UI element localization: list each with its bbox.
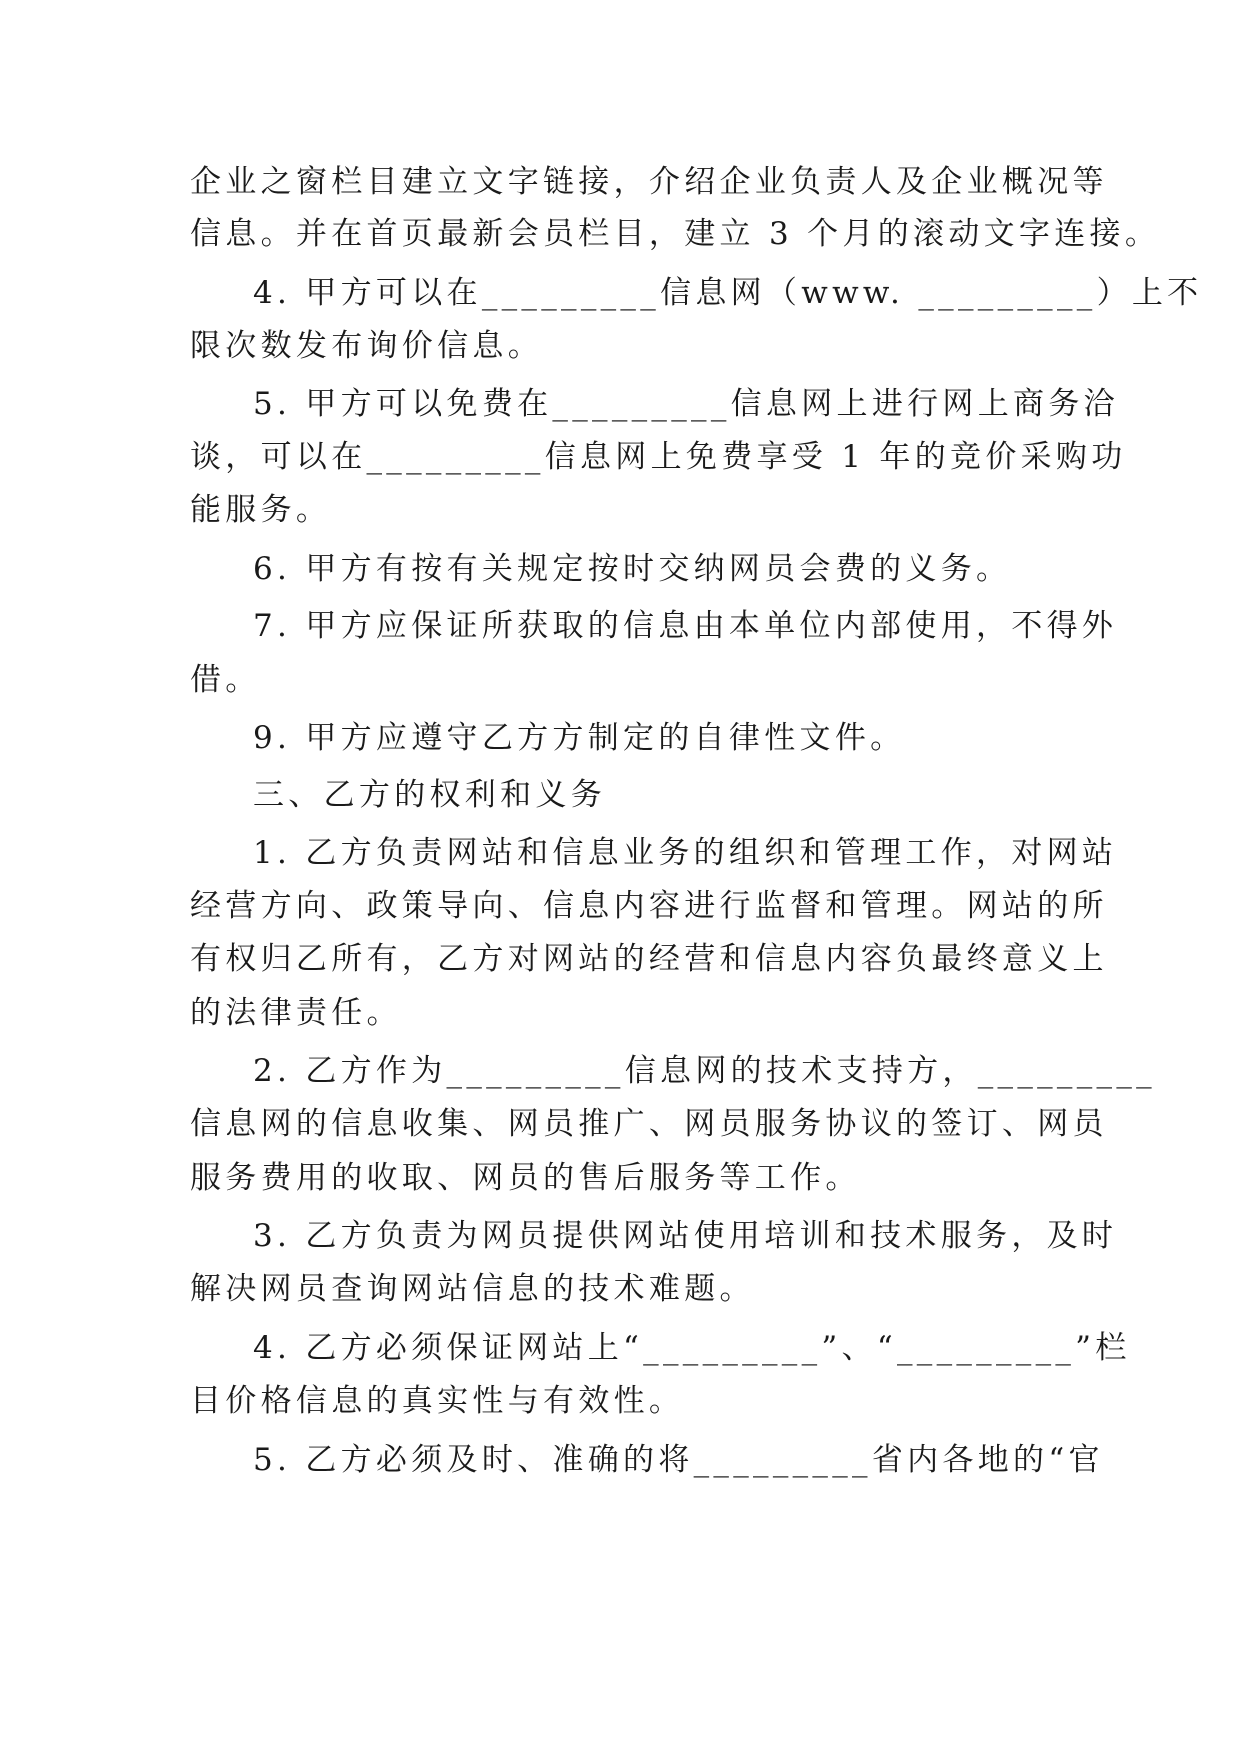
text-line: 目价格信息的真实性与有效性。 xyxy=(190,1383,685,1419)
text-line: 4. 甲方可以在_________信息网（www. _________）上不 xyxy=(253,275,1203,311)
text-line: 信息网的信息收集、网员推广、网员服务协议的签订、网员 xyxy=(190,1106,1108,1142)
section-heading: 三、乙方的权利和义务 xyxy=(253,777,606,813)
text-line: 6. 甲方有按有关规定按时交纳网员会费的义务。 xyxy=(253,551,1012,587)
text-line: 经营方向、政策导向、信息内容进行监督和管理。网站的所 xyxy=(190,888,1108,924)
text-line: 1. 乙方负责网站和信息业务的组织和管理工作，对网站 xyxy=(253,835,1118,871)
text-line: 3. 乙方负责为网员提供网站使用培训和技术服务，及时 xyxy=(253,1218,1118,1254)
text-line: 解决网员查询网站信息的技术难题。 xyxy=(190,1271,755,1307)
text-line: 借。 xyxy=(190,662,261,698)
text-line: 能服务。 xyxy=(190,492,332,528)
text-line: 7. 甲方应保证所获取的信息由本单位内部使用，不得外 xyxy=(253,608,1118,644)
text-line: 企业之窗栏目建立文字链接，介绍企业负责人及企业概况等 xyxy=(190,164,1108,200)
text-line: 9. 甲方应遵守乙方方制定的自律性文件。 xyxy=(253,720,906,756)
text-line: 的法律责任。 xyxy=(190,995,402,1031)
text-line: 限次数发布询价信息。 xyxy=(190,328,543,364)
text-line: 信息。并在首页最新会员栏目，建立 3 个月的滚动文字连接。 xyxy=(190,216,1161,252)
text-line: 5. 甲方可以免费在_________信息网上进行网上商务洽 xyxy=(253,386,1119,422)
text-line: 2. 乙方作为_________信息网的技术支持方，_________ xyxy=(253,1053,1156,1089)
text-line: 有权归乙所有，乙方对网站的经营和信息内容负最终意义上 xyxy=(190,941,1108,977)
text-line: 5. 乙方必须及时、准确的将_________省内各地的“官 xyxy=(253,1442,1104,1478)
text-line: 谈，可以在_________信息网上免费享受 1 年的竞价采购功 xyxy=(190,439,1127,475)
text-line: 服务费用的收取、网员的售后服务等工作。 xyxy=(190,1160,861,1196)
text-line: 4. 乙方必须保证网站上“_________”、“_________”栏 xyxy=(253,1330,1131,1366)
